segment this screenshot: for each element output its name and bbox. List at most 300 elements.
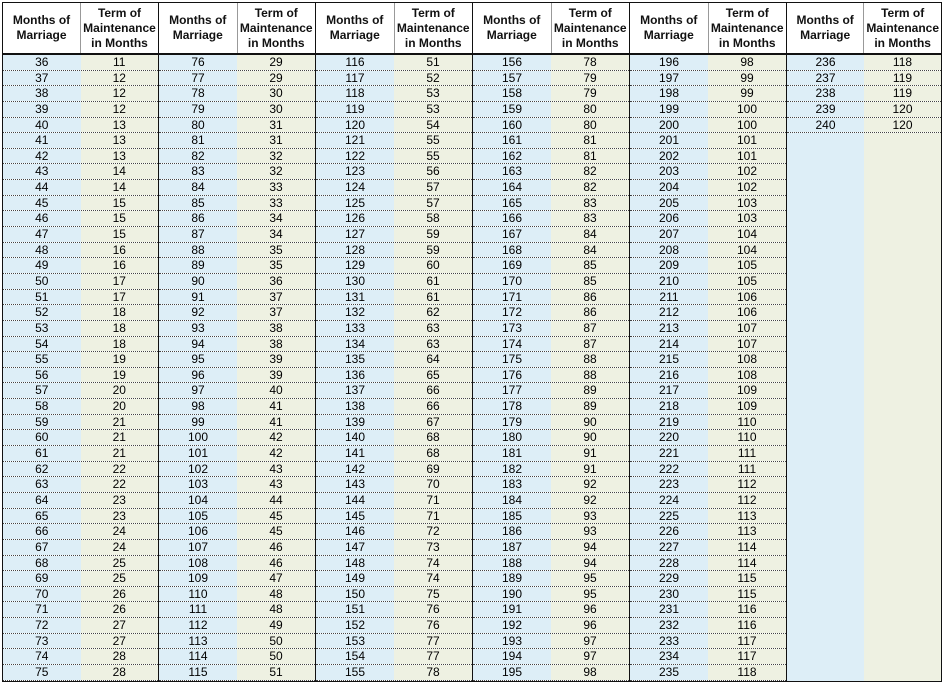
months-of-marriage-cell: 209	[630, 258, 708, 273]
table-row	[787, 149, 941, 165]
table-row	[630, 71, 786, 87]
term-of-maintenance-cell: 112	[708, 477, 786, 492]
months-of-marriage-cell: 121	[316, 133, 394, 148]
table-row	[630, 55, 786, 71]
months-of-marriage-cell: 81	[159, 133, 237, 148]
term-of-maintenance-cell: 13	[81, 133, 159, 148]
months-of-marriage-cell: 129	[316, 258, 394, 273]
table-row	[630, 556, 786, 572]
term-of-maintenance-cell	[864, 634, 941, 650]
term-of-maintenance-cell: 43	[237, 462, 315, 477]
table-row	[630, 274, 786, 290]
table-row	[787, 55, 941, 71]
table-row	[159, 305, 315, 321]
table-row	[630, 86, 786, 102]
table-row	[3, 415, 158, 431]
table-row	[787, 493, 941, 509]
table-row	[316, 415, 472, 431]
months-of-marriage-cell: 226	[630, 524, 708, 539]
term-of-maintenance-cell: 27	[81, 634, 159, 649]
table-row	[159, 243, 315, 259]
table-row	[630, 290, 786, 306]
months-of-marriage-cell: 148	[316, 556, 394, 571]
months-of-marriage-cell: 208	[630, 243, 708, 258]
term-of-maintenance-cell: 24	[81, 540, 159, 555]
months-of-marriage-cell: 154	[316, 649, 394, 664]
months-of-marriage-cell: 231	[630, 602, 708, 617]
header-months-of-marriage: Months of Marriage	[316, 3, 395, 53]
months-of-marriage-cell: 115	[159, 665, 237, 680]
term-of-maintenance-cell: 96	[551, 618, 629, 633]
term-of-maintenance-cell: 34	[237, 227, 315, 242]
term-of-maintenance-cell: 77	[394, 634, 472, 649]
term-of-maintenance-cell: 87	[551, 321, 629, 336]
term-of-maintenance-cell: 97	[551, 634, 629, 649]
term-of-maintenance-cell: 55	[394, 133, 472, 148]
table-row	[316, 352, 472, 368]
term-of-maintenance-cell: 20	[81, 399, 159, 414]
term-of-maintenance-cell: 58	[394, 211, 472, 226]
column-header-row	[473, 3, 629, 55]
table-row	[787, 196, 941, 212]
table-block-5	[630, 2, 787, 682]
table-row	[316, 258, 472, 274]
table-row	[159, 55, 315, 71]
months-of-marriage-cell: 165	[473, 196, 551, 211]
table-row	[630, 337, 786, 353]
term-of-maintenance-cell: 93	[551, 509, 629, 524]
term-of-maintenance-cell: 77	[394, 649, 472, 664]
months-of-marriage-cell: 87	[159, 227, 237, 242]
term-of-maintenance-cell: 78	[551, 55, 629, 70]
table-row	[787, 305, 941, 321]
term-of-maintenance-cell: 27	[81, 618, 159, 633]
table-row	[3, 634, 158, 650]
table-row	[787, 602, 941, 618]
table-row	[159, 415, 315, 431]
table-row	[3, 71, 158, 87]
term-of-maintenance-cell	[864, 649, 941, 665]
months-of-marriage-cell: 59	[3, 415, 81, 430]
table-row	[159, 102, 315, 118]
term-of-maintenance-cell	[864, 587, 941, 603]
term-of-maintenance-cell: 26	[81, 602, 159, 617]
term-of-maintenance-cell: 66	[394, 383, 472, 398]
term-of-maintenance-cell: 48	[237, 602, 315, 617]
months-of-marriage-cell: 104	[159, 493, 237, 508]
table-row	[630, 587, 786, 603]
months-of-marriage-cell: 199	[630, 102, 708, 117]
table-row	[159, 524, 315, 540]
table-row	[473, 618, 629, 634]
table-row	[159, 493, 315, 509]
months-of-marriage-cell: 143	[316, 477, 394, 492]
term-of-maintenance-cell: 23	[81, 509, 159, 524]
term-of-maintenance-cell: 119	[864, 86, 941, 101]
months-of-marriage-cell: 128	[316, 243, 394, 258]
term-of-maintenance-cell: 105	[708, 258, 786, 273]
term-of-maintenance-cell: 33	[237, 180, 315, 195]
term-of-maintenance-cell: 111	[708, 446, 786, 461]
maintenance-table	[2, 2, 942, 682]
table-row	[159, 477, 315, 493]
term-of-maintenance-cell: 41	[237, 399, 315, 414]
months-of-marriage-cell: 146	[316, 524, 394, 539]
table-row	[159, 337, 315, 353]
months-of-marriage-cell: 90	[159, 274, 237, 289]
months-of-marriage-cell: 138	[316, 399, 394, 414]
table-row	[787, 634, 941, 650]
table-row	[3, 524, 158, 540]
table-row	[473, 634, 629, 650]
table-row	[473, 587, 629, 603]
months-of-marriage-cell: 101	[159, 446, 237, 461]
months-of-marriage-cell: 206	[630, 211, 708, 226]
term-of-maintenance-cell: 113	[708, 509, 786, 524]
term-of-maintenance-cell: 30	[237, 102, 315, 117]
term-of-maintenance-cell: 25	[81, 556, 159, 571]
months-of-marriage-cell: 203	[630, 164, 708, 179]
months-of-marriage-cell	[787, 524, 864, 540]
table-row	[630, 399, 786, 415]
months-of-marriage-cell: 86	[159, 211, 237, 226]
months-of-marriage-cell: 98	[159, 399, 237, 414]
term-of-maintenance-cell: 39	[237, 368, 315, 383]
term-of-maintenance-cell: 12	[81, 86, 159, 101]
months-of-marriage-cell: 45	[3, 196, 81, 211]
table-row	[473, 133, 629, 149]
months-of-marriage-cell	[787, 618, 864, 634]
months-of-marriage-cell: 175	[473, 352, 551, 367]
table-row	[316, 430, 472, 446]
months-of-marriage-cell: 240	[787, 118, 864, 133]
term-of-maintenance-cell: 69	[394, 462, 472, 477]
table-row	[473, 196, 629, 212]
term-of-maintenance-cell: 83	[551, 211, 629, 226]
months-of-marriage-cell: 40	[3, 118, 81, 133]
table-row	[159, 196, 315, 212]
table-row	[3, 462, 158, 478]
table-row	[316, 321, 472, 337]
term-of-maintenance-cell: 23	[81, 493, 159, 508]
table-row	[630, 102, 786, 118]
term-of-maintenance-cell: 11	[81, 55, 159, 70]
term-of-maintenance-cell: 95	[551, 587, 629, 602]
table-row	[159, 462, 315, 478]
term-of-maintenance-cell: 41	[237, 415, 315, 430]
term-of-maintenance-cell	[864, 430, 941, 446]
months-of-marriage-cell: 193	[473, 634, 551, 649]
months-of-marriage-cell: 176	[473, 368, 551, 383]
term-of-maintenance-cell: 31	[237, 133, 315, 148]
months-of-marriage-cell: 41	[3, 133, 81, 148]
table-row	[787, 540, 941, 556]
months-of-marriage-cell	[787, 383, 864, 399]
term-of-maintenance-cell: 89	[551, 383, 629, 398]
table-row	[3, 665, 158, 681]
term-of-maintenance-cell: 94	[551, 540, 629, 555]
months-of-marriage-cell	[787, 399, 864, 415]
term-of-maintenance-cell: 80	[551, 102, 629, 117]
table-body	[787, 55, 941, 681]
term-of-maintenance-cell: 103	[708, 211, 786, 226]
term-of-maintenance-cell: 85	[551, 274, 629, 289]
table-row	[787, 571, 941, 587]
months-of-marriage-cell: 216	[630, 368, 708, 383]
term-of-maintenance-cell: 88	[551, 352, 629, 367]
term-of-maintenance-cell: 38	[237, 337, 315, 352]
months-of-marriage-cell	[787, 164, 864, 180]
term-of-maintenance-cell: 91	[551, 462, 629, 477]
term-of-maintenance-cell: 19	[81, 368, 159, 383]
months-of-marriage-cell: 113	[159, 634, 237, 649]
months-of-marriage-cell	[787, 211, 864, 227]
term-of-maintenance-cell: 33	[237, 196, 315, 211]
months-of-marriage-cell: 157	[473, 71, 551, 86]
months-of-marriage-cell: 211	[630, 290, 708, 305]
months-of-marriage-cell: 152	[316, 618, 394, 633]
months-of-marriage-cell: 223	[630, 477, 708, 492]
table-row	[630, 118, 786, 134]
table-row	[630, 634, 786, 650]
table-row	[473, 446, 629, 462]
months-of-marriage-cell: 42	[3, 149, 81, 164]
table-row	[316, 634, 472, 650]
table-row	[3, 149, 158, 165]
term-of-maintenance-cell: 38	[237, 321, 315, 336]
months-of-marriage-cell: 100	[159, 430, 237, 445]
table-row	[630, 430, 786, 446]
months-of-marriage-cell: 207	[630, 227, 708, 242]
table-row	[787, 462, 941, 478]
months-of-marriage-cell: 228	[630, 556, 708, 571]
months-of-marriage-cell: 97	[159, 383, 237, 398]
table-row	[787, 524, 941, 540]
table-row	[787, 665, 941, 681]
header-term-of-maintenance: Term of Maintenance in Months	[866, 5, 939, 50]
term-of-maintenance-cell: 83	[551, 196, 629, 211]
table-row	[316, 274, 472, 290]
months-of-marriage-cell: 161	[473, 133, 551, 148]
table-row	[316, 446, 472, 462]
table-row	[159, 587, 315, 603]
term-of-maintenance-cell: 109	[708, 399, 786, 414]
term-of-maintenance-cell: 81	[551, 133, 629, 148]
months-of-marriage-cell: 96	[159, 368, 237, 383]
table-row	[473, 477, 629, 493]
months-of-marriage-cell	[787, 462, 864, 478]
months-of-marriage-cell: 153	[316, 634, 394, 649]
term-of-maintenance-cell: 76	[394, 618, 472, 633]
term-of-maintenance-cell: 25	[81, 571, 159, 586]
term-of-maintenance-cell	[864, 243, 941, 259]
table-row	[3, 587, 158, 603]
months-of-marriage-cell	[787, 352, 864, 368]
months-of-marriage-cell: 230	[630, 587, 708, 602]
term-of-maintenance-cell: 17	[81, 290, 159, 305]
term-of-maintenance-cell: 57	[394, 180, 472, 195]
months-of-marriage-cell: 49	[3, 258, 81, 273]
months-of-marriage-cell: 182	[473, 462, 551, 477]
table-row	[316, 571, 472, 587]
term-of-maintenance-cell: 102	[708, 164, 786, 179]
term-of-maintenance-cell: 53	[394, 86, 472, 101]
term-of-maintenance-cell: 61	[394, 274, 472, 289]
table-row	[473, 86, 629, 102]
table-row	[3, 556, 158, 572]
table-row	[787, 587, 941, 603]
months-of-marriage-cell: 235	[630, 665, 708, 680]
table-row	[316, 227, 472, 243]
term-of-maintenance-cell: 98	[551, 665, 629, 680]
months-of-marriage-cell	[787, 430, 864, 446]
term-of-maintenance-cell: 86	[551, 305, 629, 320]
term-of-maintenance-cell: 80	[551, 118, 629, 133]
table-row	[159, 258, 315, 274]
months-of-marriage-cell: 103	[159, 477, 237, 492]
table-row	[473, 55, 629, 71]
header-months-of-marriage: Months of Marriage	[787, 3, 864, 53]
months-of-marriage-cell: 84	[159, 180, 237, 195]
term-of-maintenance-cell: 13	[81, 149, 159, 164]
months-of-marriage-cell: 37	[3, 71, 81, 86]
term-of-maintenance-cell: 74	[394, 571, 472, 586]
term-of-maintenance-cell: 90	[551, 430, 629, 445]
term-of-maintenance-cell	[864, 211, 941, 227]
months-of-marriage-cell	[787, 556, 864, 572]
term-of-maintenance-cell: 70	[394, 477, 472, 492]
term-of-maintenance-cell: 13	[81, 118, 159, 133]
months-of-marriage-cell: 197	[630, 71, 708, 86]
months-of-marriage-cell: 184	[473, 493, 551, 508]
table-row	[316, 86, 472, 102]
term-of-maintenance-cell: 18	[81, 337, 159, 352]
months-of-marriage-cell: 46	[3, 211, 81, 226]
term-of-maintenance-cell: 75	[394, 587, 472, 602]
months-of-marriage-cell	[787, 509, 864, 525]
table-row	[3, 211, 158, 227]
table-row	[787, 164, 941, 180]
table-row	[159, 71, 315, 87]
table-body	[630, 55, 786, 681]
table-row	[787, 290, 941, 306]
table-row	[473, 415, 629, 431]
term-of-maintenance-cell	[864, 524, 941, 540]
term-of-maintenance-cell: 51	[394, 55, 472, 70]
term-of-maintenance-cell: 56	[394, 164, 472, 179]
table-row	[473, 352, 629, 368]
months-of-marriage-cell: 91	[159, 290, 237, 305]
header-months-of-marriage: Months of Marriage	[3, 3, 81, 53]
months-of-marriage-cell: 112	[159, 618, 237, 633]
months-of-marriage-cell: 52	[3, 305, 81, 320]
term-of-maintenance-cell	[864, 180, 941, 196]
term-of-maintenance-cell: 57	[394, 196, 472, 211]
table-row	[787, 118, 941, 134]
months-of-marriage-cell: 195	[473, 665, 551, 680]
term-of-maintenance-cell: 84	[551, 243, 629, 258]
term-of-maintenance-cell: 44	[237, 493, 315, 508]
table-row	[159, 368, 315, 384]
table-row	[473, 540, 629, 556]
months-of-marriage-cell: 232	[630, 618, 708, 633]
months-of-marriage-cell: 151	[316, 602, 394, 617]
term-of-maintenance-cell: 34	[237, 211, 315, 226]
term-of-maintenance-cell: 53	[394, 102, 472, 117]
months-of-marriage-cell: 72	[3, 618, 81, 633]
header-months-of-marriage: Months of Marriage	[473, 3, 552, 53]
term-of-maintenance-cell: 115	[708, 571, 786, 586]
months-of-marriage-cell: 123	[316, 164, 394, 179]
months-of-marriage-cell: 56	[3, 368, 81, 383]
table-row	[473, 337, 629, 353]
term-of-maintenance-cell: 65	[394, 368, 472, 383]
table-row	[630, 149, 786, 165]
months-of-marriage-cell: 116	[316, 55, 394, 70]
months-of-marriage-cell: 173	[473, 321, 551, 336]
months-of-marriage-cell: 126	[316, 211, 394, 226]
months-of-marriage-cell	[787, 477, 864, 493]
table-row	[3, 337, 158, 353]
term-of-maintenance-cell: 106	[708, 305, 786, 320]
table-row	[473, 71, 629, 87]
term-of-maintenance-cell: 42	[237, 430, 315, 445]
months-of-marriage-cell: 130	[316, 274, 394, 289]
table-row	[630, 383, 786, 399]
table-row	[3, 258, 158, 274]
term-of-maintenance-cell: 49	[237, 618, 315, 633]
table-row	[3, 352, 158, 368]
table-row	[3, 509, 158, 525]
months-of-marriage-cell: 55	[3, 352, 81, 367]
months-of-marriage-cell: 107	[159, 540, 237, 555]
term-of-maintenance-cell: 32	[237, 164, 315, 179]
term-of-maintenance-cell: 117	[708, 649, 786, 664]
table-row	[159, 540, 315, 556]
term-of-maintenance-cell: 14	[81, 164, 159, 179]
months-of-marriage-cell: 58	[3, 399, 81, 414]
term-of-maintenance-cell: 110	[708, 415, 786, 430]
term-of-maintenance-cell: 101	[708, 133, 786, 148]
table-row	[473, 180, 629, 196]
months-of-marriage-cell: 57	[3, 383, 81, 398]
months-of-marriage-cell: 179	[473, 415, 551, 430]
months-of-marriage-cell: 237	[787, 71, 864, 86]
months-of-marriage-cell: 142	[316, 462, 394, 477]
header-term-of-maintenance: Term of Maintenance in Months	[553, 5, 627, 50]
table-row	[787, 227, 941, 243]
table-row	[787, 618, 941, 634]
table-row	[159, 602, 315, 618]
table-row	[316, 196, 472, 212]
table-row	[3, 383, 158, 399]
months-of-marriage-cell: 109	[159, 571, 237, 586]
table-row	[473, 602, 629, 618]
months-of-marriage-cell: 160	[473, 118, 551, 133]
months-of-marriage-cell: 186	[473, 524, 551, 539]
term-of-maintenance-cell	[864, 462, 941, 478]
term-of-maintenance-cell: 105	[708, 274, 786, 289]
months-of-marriage-cell: 192	[473, 618, 551, 633]
table-row	[473, 258, 629, 274]
term-of-maintenance-cell	[864, 493, 941, 509]
term-of-maintenance-cell: 15	[81, 227, 159, 242]
table-body	[316, 55, 472, 681]
table-row	[787, 337, 941, 353]
months-of-marriage-cell: 202	[630, 149, 708, 164]
term-of-maintenance-cell: 76	[394, 602, 472, 617]
column-header-row	[787, 3, 941, 55]
